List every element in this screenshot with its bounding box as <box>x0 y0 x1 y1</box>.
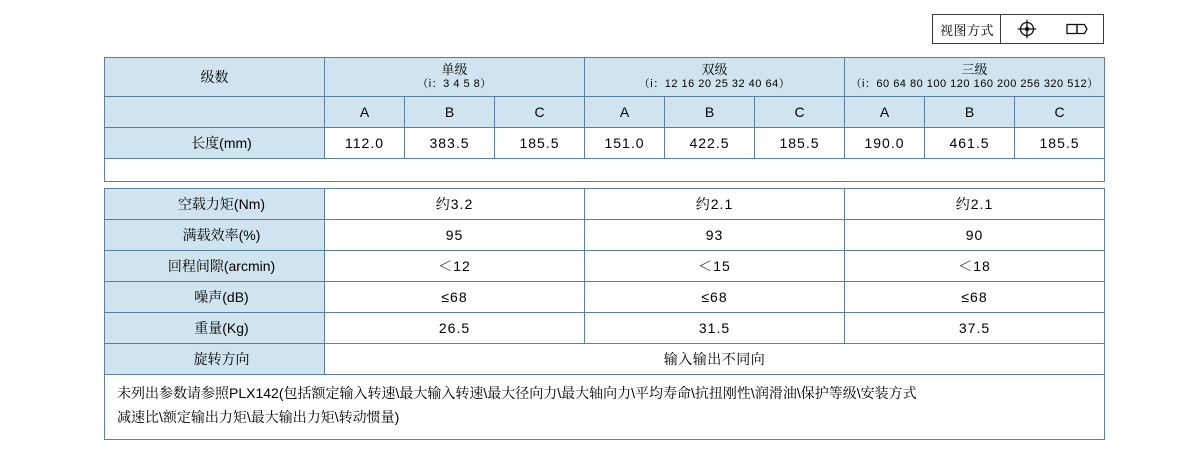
variant-header-5: C <box>755 97 845 128</box>
spec-4-value-2: 37.5 <box>845 313 1105 344</box>
table-row-note <box>105 375 1105 440</box>
stage-name-3: 三级 <box>961 62 988 77</box>
table-row-weight <box>105 313 1105 344</box>
table-row-blank <box>105 159 1105 182</box>
view-mode-label: 视图方式 <box>940 22 995 38</box>
variant-header-2: C <box>495 97 585 128</box>
table-row-stage-header <box>105 58 1105 97</box>
view-mode-control[interactable] <box>932 14 1104 44</box>
spec-label-1: 满载效率(%) <box>105 220 325 251</box>
spec-label-3: 噪声(dB) <box>105 282 325 313</box>
table-row-noise <box>105 282 1105 313</box>
variant-header-4: B <box>665 97 755 128</box>
length-value-1: 383.5 <box>405 128 495 159</box>
spec-2-value-1: ＜15 <box>585 251 845 282</box>
spec-0-value-2: 约2.1 <box>845 189 1105 220</box>
rotation-value: 输入输出不同向 <box>325 344 1105 375</box>
rotation-label: 旋转方向 <box>105 344 325 375</box>
length-label: 长度(mm) <box>105 128 325 159</box>
spec-1-value-2: 90 <box>845 220 1105 251</box>
variant-header-3: A <box>585 97 665 128</box>
variant-row-label <box>105 97 325 128</box>
table-row-variant-header <box>105 97 1105 128</box>
table-row-backlash <box>105 251 1105 282</box>
stage-name-2: 双级 <box>701 62 728 77</box>
specification-table <box>104 57 1105 182</box>
2d-view-icon[interactable] <box>1064 17 1090 41</box>
spec-3-value-0: ≤68 <box>325 282 585 313</box>
variant-header-8: C <box>1015 97 1105 128</box>
3d-view-icon[interactable] <box>1014 17 1040 41</box>
length-value-2: 185.5 <box>495 128 585 159</box>
variant-header-7: B <box>925 97 1015 128</box>
view-mode-icon-group <box>1001 15 1103 43</box>
spec-2-value-2: ＜18 <box>845 251 1105 282</box>
stage-header-1 <box>325 58 585 97</box>
spec-4-value-0: 26.5 <box>325 313 585 344</box>
length-value-4: 422.5 <box>665 128 755 159</box>
stage-label: 级数 <box>105 58 325 97</box>
spec-1-value-0: 95 <box>325 220 585 251</box>
table-row-rotation <box>105 344 1105 375</box>
stage-ratios-2: （i：12 16 20 25 32 40 64） <box>638 78 791 91</box>
spec-0-value-1: 约2.1 <box>585 189 845 220</box>
spec-label-2: 回程间隙(arcmin) <box>105 251 325 282</box>
spec-label-4: 重量(Kg) <box>105 313 325 344</box>
stage-header-3 <box>845 58 1105 97</box>
spec-1-value-1: 93 <box>585 220 845 251</box>
length-value-0: 112.0 <box>325 128 405 159</box>
stage-ratios-3: （i：60 64 80 100 120 160 200 256 320 512） <box>850 78 1099 91</box>
spec-2-value-0: ＜12 <box>325 251 585 282</box>
note-line-2: 减速比\额定输出力矩\最大输出力矩\转动惯量) <box>117 408 400 425</box>
specification-table-2 <box>104 188 1105 440</box>
length-value-7: 461.5 <box>925 128 1015 159</box>
stage-header-2 <box>585 58 845 97</box>
length-value-8: 185.5 <box>1015 128 1105 159</box>
length-value-6: 190.0 <box>845 128 925 159</box>
table-row-length <box>105 128 1105 159</box>
spec-label-0: 空载力矩(Nm) <box>105 189 325 220</box>
length-value-3: 151.0 <box>585 128 665 159</box>
variant-header-6: A <box>845 97 925 128</box>
variant-header-0: A <box>325 97 405 128</box>
blank-cell <box>105 159 1105 182</box>
variant-header-1: B <box>405 97 495 128</box>
spec-3-value-2: ≤68 <box>845 282 1105 313</box>
spec-3-value-1: ≤68 <box>585 282 845 313</box>
stage-name-1: 单级 <box>441 62 468 77</box>
note-cell <box>105 375 1105 440</box>
note-line-1: 未列出参数请参照PLX142(包括额定输入转速\最大输入转速\最大径向力\最大轴向力\平均寿命\抗扭刚性\润滑油\保护等级\安装方式 <box>117 385 917 401</box>
length-value-5: 185.5 <box>755 128 845 159</box>
spec-4-value-1: 31.5 <box>585 313 845 344</box>
table-row-no-load-torque <box>105 189 1105 220</box>
table-row-full-load-efficiency <box>105 220 1105 251</box>
stage-ratios-1: （i：3 4 5 8） <box>417 78 492 91</box>
spec-0-value-0: 约3.2 <box>325 189 585 220</box>
